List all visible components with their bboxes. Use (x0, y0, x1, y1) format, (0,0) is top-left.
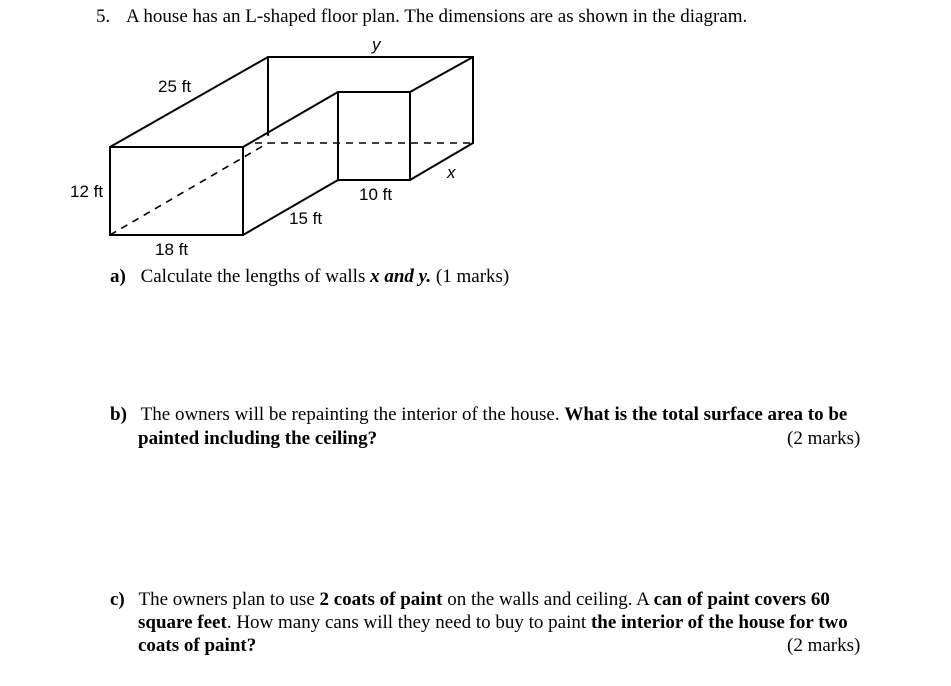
part-c-text-1: The owners plan to use (138, 589, 320, 610)
part-c-marks: (2 marks) (787, 635, 861, 656)
part-b-letter: b) (110, 404, 127, 425)
front-left-face (110, 147, 243, 235)
part-c-bold-3: square feet (138, 612, 227, 633)
top-left-edge (110, 57, 268, 147)
part-a-letter: a) (110, 266, 126, 287)
part-c-text-3: . How many cans will they need to buy to paint (226, 612, 591, 633)
part-c-bold-5: coats of paint? (138, 635, 257, 656)
part-b-bold: What is the total surface area to be (564, 404, 848, 425)
part-c-letter: c) (110, 589, 125, 610)
label-18ft: 18 ft (155, 240, 189, 259)
part-b-line1 (110, 404, 847, 426)
part-c-bold-1: 2 coats of paint (319, 589, 443, 610)
part-b-text: The owners will be repainting the interior of the house. (140, 404, 565, 425)
label-25ft: 25 ft (158, 77, 192, 96)
label-y: y (372, 35, 381, 54)
hidden-floor-diagonal (110, 143, 268, 235)
label-12ft: 12 ft (70, 182, 104, 201)
part-a-marks: (1 marks) (431, 266, 510, 287)
part-b-bold-line2: painted including the ceiling? (138, 428, 378, 449)
part-c-line2 (138, 612, 848, 634)
part-a-bold: x and y. (370, 266, 432, 287)
part-c-bold-4: the interior of the house for two (590, 612, 848, 633)
right-bottom-diagonal (410, 143, 473, 180)
part-b-line2 (138, 428, 377, 450)
label-15ft: 15 ft (289, 209, 323, 228)
part-a (110, 266, 509, 288)
question-text: A house has an L-shaped floor plan. The dimensions are as shown in the diagram. (126, 6, 748, 27)
part-b-marks: (2 marks) (787, 428, 861, 449)
part-c-line3 (138, 635, 256, 657)
right-top-diagonal (410, 57, 473, 92)
label-x: x (447, 163, 456, 182)
part-a-text: Calculate the lengths of walls (140, 266, 371, 287)
part-c-bold-2: can of paint covers 60 (653, 589, 830, 610)
question-number: 5. (96, 6, 111, 27)
label-10ft: 10 ft (359, 185, 393, 204)
front-left-top-diagonal (243, 92, 338, 147)
part-c-text-2: on the walls and ceiling. A (442, 589, 654, 610)
part-c-line1 (110, 589, 830, 611)
